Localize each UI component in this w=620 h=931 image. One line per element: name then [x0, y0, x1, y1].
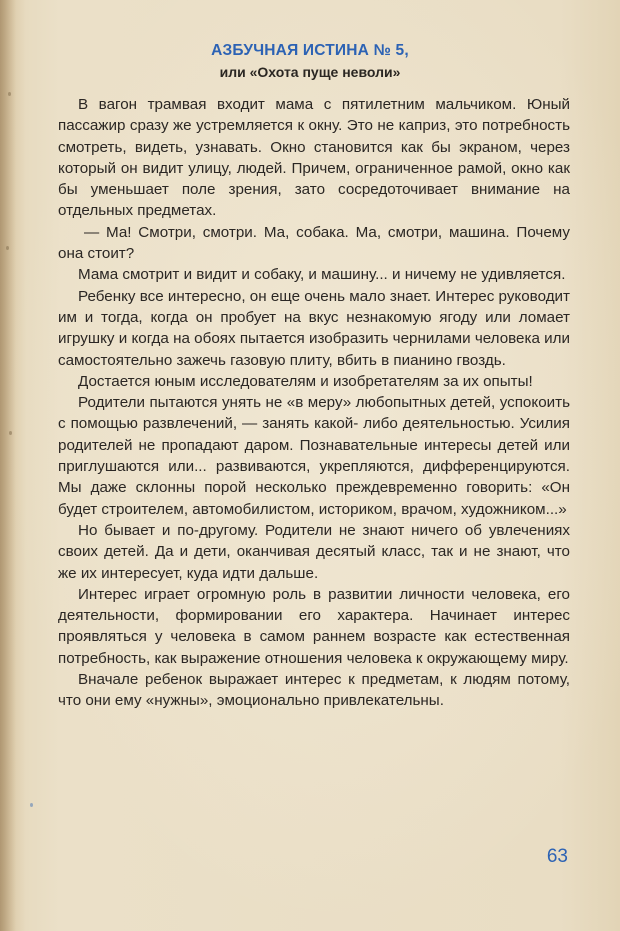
paragraph-dialog: — Ма! Смотри, смотри. Ма, собака. Ма, смотри, машина. Почему она стоит? — [58, 223, 570, 263]
paper-fleck — [8, 92, 11, 96]
paragraph: Достается юным исследователям и изобретателям за их опыты! — [78, 372, 533, 390]
section-subtitle: или «Охота пуще неволи» — [219, 64, 401, 80]
paragraph: Ребенку все интересно, он еще очень мало знает. Интерес руководит им и тогда, когда он пробует на вкус незнакомую ягоду или ломает игрушку и когда на обоях пытается изобразить чернилами человека или самостоятельно зажечь газовую плиту, вбить в пианино гвоздь. — [58, 287, 570, 369]
page-number: 63 — [546, 846, 568, 867]
paper-fleck — [30, 803, 33, 807]
spine-shadow — [0, 0, 16, 931]
paper-fleck — [6, 246, 9, 250]
paragraph: Родители пытаются унять не «в меру» любопытных детей, успокоить с помощью развлечений, — занять какой- либо деятельностью. Усилия родителей не пропадают даром. Познавательные интересы детей или приглушаются или... развиваются, укрепляются, дифференцируются. Мы даже склонны порой несколько преждевременно говорить: «Он будет строителем, автомобилистом, историком, врачом, художником...» — [58, 394, 570, 518]
section-title: АЗБУЧНАЯ ИСТИНА № 5, — [211, 42, 409, 59]
paragraph: В вагон трамвая входит мама с пятилетним мальчиком. Юный пассажир сразу же устремляется к окну. Это не каприз, это потребность смотреть, видеть, узнавать. Окно становится как бы экраном, через который он видит улицу, людей. Причем, ограниченное рамой, окно как бы уменьшает поле зрения, зато сосредоточивает внимание на отдельных предметах. — [58, 96, 570, 220]
paragraph: Интерес играет огромную роль в развитии личности человека, его деятельности, формировании его характера. Начинает интерес проявляться у человека в самом раннем возрасте как естественная потребность, как выражение отношения человека к окружающему миру. — [58, 585, 570, 667]
paragraph: Мама смотрит и видит и собаку, и машину... и ничему не удивляется. — [78, 266, 566, 284]
paragraph: Но бывает и по-другому. Родители не знают ничего об увлечениях своих детей. Да и дети, оканчивая десятый класс, так и не знают, что же их интересует, куда идти дальше. — [58, 521, 570, 582]
body-text — [58, 94, 570, 712]
paper-fleck — [9, 431, 12, 435]
paragraph: Вначале ребенок выражает интерес к предметам, к людям потому, что они ему «нужны», эмоционально привлекательны. — [58, 671, 570, 710]
